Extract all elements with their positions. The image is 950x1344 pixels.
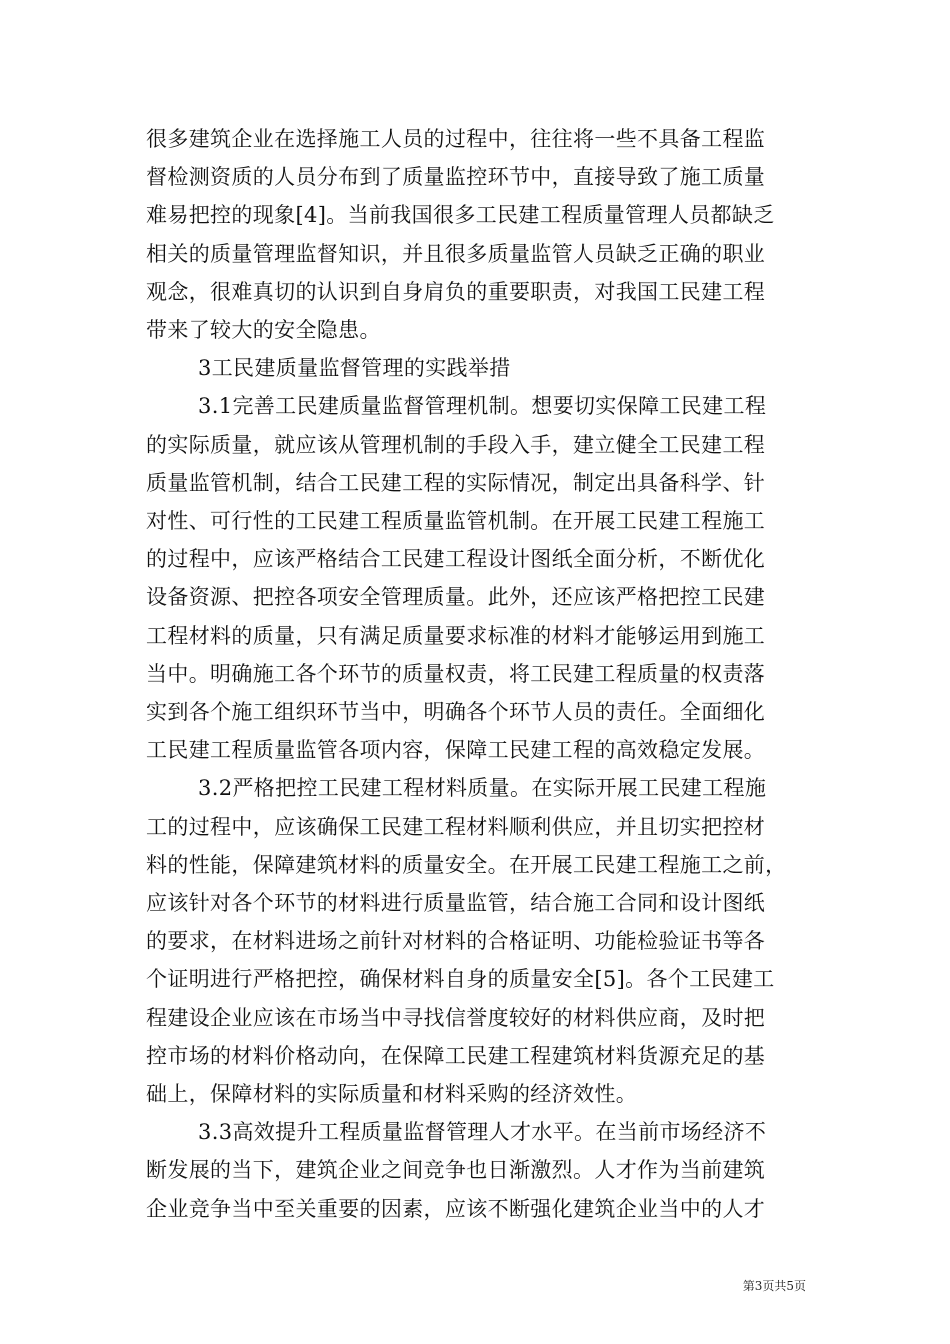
paragraph-line: 的过程中，应该严格结合工民建工程设计图纸全面分析，不断优化 bbox=[146, 547, 766, 571]
paragraph-line: 程建设企业应该在市场当中寻找信誉度较好的材料供应商，及时把 bbox=[146, 1006, 766, 1030]
paragraph-line: 3.2严格把控工民建工程材料质量。在实际开展工民建工程施 bbox=[198, 776, 767, 800]
paragraph-line: 工的过程中，应该确保工民建工程材料顺利供应，并且切实把控材 bbox=[146, 815, 766, 839]
paragraph-line: 础上，保障材料的实际质量和材料采购的经济效性。 bbox=[146, 1082, 638, 1106]
paragraph-line: 3.1完善工民建质量监督管理机制。想要切实保障工民建工程 bbox=[198, 394, 767, 418]
paragraph-line: 工民建工程质量监管各项内容，保障工民建工程的高效稳定发展。 bbox=[146, 738, 766, 762]
paragraph-line: 控市场的材料价格动向，在保障工民建工程建筑材料货源充足的基 bbox=[146, 1044, 766, 1068]
paragraph-line: 料的性能，保障建筑材料的质量安全。在开展工民建工程施工之前， bbox=[146, 853, 787, 877]
paragraph-line: 很多建筑企业在选择施工人员的过程中，往往将一些不具备工程监 bbox=[146, 127, 766, 151]
paragraph-line: 企业竞争当中至关重要的因素，应该不断强化建筑企业当中的人才 bbox=[146, 1197, 766, 1221]
paragraph-line: 工程材料的质量，只有满足质量要求标准的材料才能够运用到施工 bbox=[146, 624, 766, 648]
paragraph-line: 质量监管机制，结合工民建工程的实际情况，制定出具备科学、针 bbox=[146, 471, 766, 495]
paragraph-line: 观念，很难真切的认识到自身肩负的重要职责，对我国工民建工程 bbox=[146, 280, 766, 304]
paragraph-line: 的实际质量，就应该从管理机制的手段入手，建立健全工民建工程 bbox=[146, 433, 766, 457]
paragraph-line: 设备资源、把控各项安全管理质量。此外，还应该严格把控工民建 bbox=[146, 585, 766, 609]
paragraph-line: 当中。明确施工各个环节的质量权责，将工民建工程质量的权责落 bbox=[146, 662, 766, 686]
paragraph-line: 断发展的当下，建筑企业之间竞争也日渐激烈。人才作为当前建筑 bbox=[146, 1158, 766, 1182]
paragraph-line: 对性、可行性的工民建工程质量监管机制。在开展工民建工程施工 bbox=[146, 509, 766, 533]
paragraph-line: 3.3高效提升工程质量监督管理人才水平。在当前市场经济不 bbox=[198, 1120, 767, 1144]
paragraph-line: 难易把控的现象[4]。当前我国很多工民建工程质量管理人员都缺乏 bbox=[146, 203, 775, 227]
paragraph-line: 实到各个施工组织环节当中，明确各个环节人员的责任。全面细化 bbox=[146, 700, 766, 724]
section-heading: 3工民建质量监督管理的实践举措 bbox=[198, 356, 511, 380]
paragraph-line: 督检测资质的人员分布到了质量监控环节中，直接导致了施工质量 bbox=[146, 165, 766, 189]
paragraph-line: 的要求，在材料进场之前针对材料的合格证明、功能检验证书等各 bbox=[146, 929, 766, 953]
page-number: 第3页共5页 bbox=[742, 1279, 806, 1293]
paragraph-line: 个证明进行严格把控，确保材料自身的质量安全[5]。各个工民建工 bbox=[146, 967, 775, 991]
paragraph-line: 相关的质量管理监督知识，并且很多质量监管人员缺乏正确的职业 bbox=[146, 242, 766, 266]
paragraph-line: 带来了较大的安全隐患。 bbox=[146, 318, 381, 342]
paragraph-line: 应该针对各个环节的材料进行质量监管，结合施工合同和设计图纸 bbox=[146, 891, 766, 915]
